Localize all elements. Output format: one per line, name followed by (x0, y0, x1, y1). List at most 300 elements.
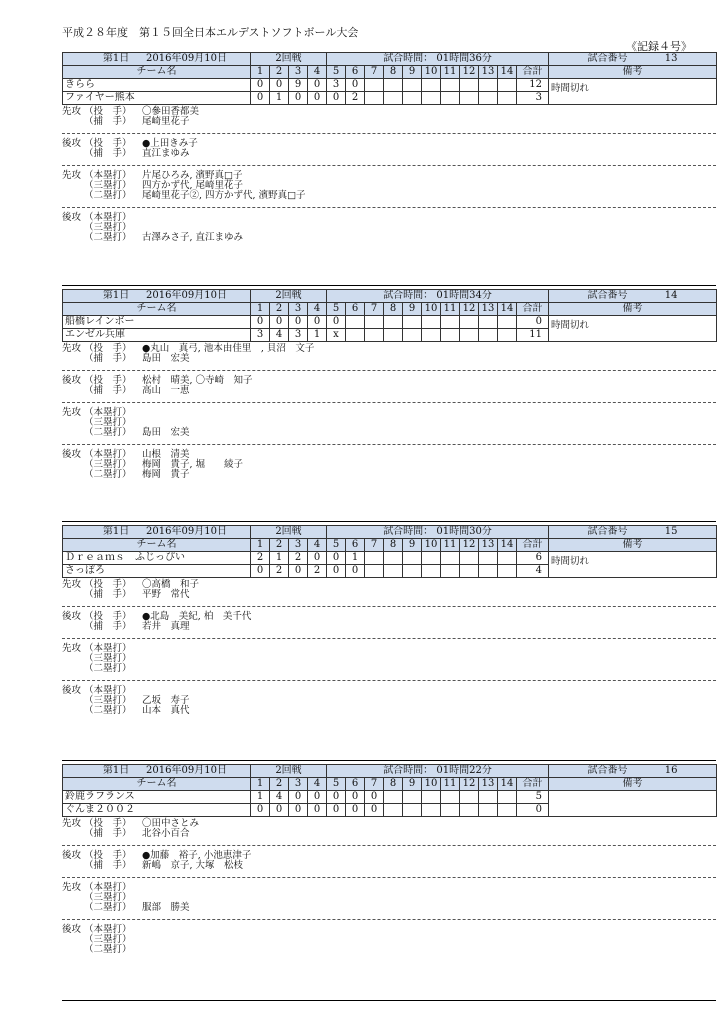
batting-side: 後攻 (62, 611, 82, 622)
batting-side (62, 945, 84, 955)
player-role: （本塁打） (84, 212, 132, 223)
batting-side: 後攻 (62, 924, 82, 935)
batting-side (62, 386, 84, 396)
inning-header: 6 (346, 539, 365, 552)
inning-header: 9 (403, 778, 422, 791)
inning-score (498, 565, 517, 578)
divider (62, 919, 716, 920)
game-no-label: 試合番号 (587, 290, 628, 301)
inning-score (441, 92, 460, 105)
inning-score (403, 552, 422, 565)
player-names (142, 654, 716, 664)
inning-score (460, 552, 479, 565)
inning-score (441, 791, 460, 804)
inning-score: 0 (308, 92, 327, 105)
inning-score (384, 316, 403, 329)
inning-score (460, 804, 479, 817)
player-names (142, 883, 716, 893)
player-role: （三塁打） (84, 459, 132, 470)
game-date: 2016年09月10日 (146, 526, 227, 537)
inning-score: 2 (270, 565, 289, 578)
inning-header: 8 (384, 66, 403, 79)
batting-side (62, 829, 84, 839)
inning-header: 3 (289, 778, 308, 791)
batting-side: 先攻 (62, 579, 82, 590)
inning-header: 2 (270, 303, 289, 316)
batting-side (62, 428, 84, 438)
inning-score (422, 329, 441, 342)
batting-side (62, 223, 84, 233)
inning-score (384, 92, 403, 105)
player-role: （投 手） (84, 343, 132, 354)
inning-score (422, 565, 441, 578)
batting-side: 後攻 (62, 449, 82, 460)
play-time-label: 試合時間： (383, 526, 434, 537)
divider (62, 606, 716, 607)
inning-score: 0 (327, 804, 346, 817)
inning-score (479, 804, 498, 817)
inning-header: 4 (308, 303, 327, 316)
player-role: （二塁打） (84, 232, 132, 243)
inning-score (384, 565, 403, 578)
inning-score: 1 (346, 552, 365, 565)
game-number (549, 765, 717, 778)
inning-header: 7 (365, 539, 384, 552)
team-name-header: チーム名 (63, 778, 251, 791)
inning-score: 3 (327, 79, 346, 92)
team-name: さっぽろ (63, 565, 251, 578)
divider (62, 133, 716, 134)
inning-score: 0 (327, 565, 346, 578)
inning-header: 3 (289, 66, 308, 79)
inning-header: 13 (479, 778, 498, 791)
batting-side (62, 418, 84, 428)
inning-score (460, 92, 479, 105)
divider (62, 165, 716, 166)
inning-score (479, 552, 498, 565)
player-role: （三塁打） (84, 653, 132, 664)
inning-header: 11 (441, 539, 460, 552)
player-names: 平野 常代 (142, 589, 190, 600)
inning-header: 7 (365, 778, 384, 791)
batting-side (62, 354, 84, 364)
inning-score (422, 79, 441, 92)
inning-score: 1 (308, 329, 327, 342)
battery-section (62, 344, 716, 364)
battery-section (62, 819, 716, 839)
inning-score: 0 (346, 791, 365, 804)
inning-score: 0 (270, 316, 289, 329)
player-names: 松村 晴美, 〇寺崎 知子 (142, 375, 253, 386)
play-time-label: 試合時間： (383, 765, 434, 776)
player-names: 山本 真代 (142, 705, 190, 716)
batting-side (62, 460, 84, 470)
player-names (142, 418, 716, 428)
player-names: 島田 宏美 (142, 427, 190, 438)
batting-side (62, 696, 84, 706)
inning-score (384, 79, 403, 92)
game-separator (62, 521, 716, 522)
player-names: 新嶋 京子, 大塚 松枝 (142, 860, 244, 871)
inning-header: 3 (289, 303, 308, 316)
inning-header: 11 (441, 303, 460, 316)
inning-header: 13 (479, 539, 498, 552)
player-role: （投 手） (84, 106, 132, 117)
team-total: 3 (517, 92, 549, 105)
score-table (62, 764, 717, 817)
inning-header: 6 (346, 303, 365, 316)
inning-header: 8 (384, 303, 403, 316)
inning-score: 9 (289, 79, 308, 92)
batting-side (62, 191, 84, 201)
inning-score (479, 565, 498, 578)
inning-score (403, 804, 422, 817)
player-role: （捕 手） (84, 353, 132, 364)
divider (62, 845, 716, 846)
player-names: 山根 清美 (142, 449, 190, 460)
inning-score: 2 (346, 92, 365, 105)
inning-score (346, 329, 365, 342)
inning-score (365, 565, 384, 578)
batting-side: 先攻 (62, 170, 82, 181)
inning-header: 14 (498, 778, 517, 791)
player-role: （三塁打） (84, 222, 132, 233)
game-number (549, 53, 717, 66)
batting-side: 先攻 (62, 818, 82, 829)
inning-score: 2 (308, 565, 327, 578)
inning-header: 10 (422, 539, 441, 552)
player-names: 服部 勝美 (142, 902, 190, 913)
inning-score (422, 316, 441, 329)
player-role: （二塁打） (84, 705, 132, 716)
remarks-header: 備考 (549, 539, 717, 552)
player-names: 片尾ひろみ, 濱野真□子 (142, 170, 243, 181)
batting-side: 後攻 (62, 685, 82, 696)
player-role: （二塁打） (84, 190, 132, 201)
inning-score (498, 92, 517, 105)
inning-score (441, 552, 460, 565)
inning-score (479, 791, 498, 804)
inning-header: 11 (441, 66, 460, 79)
team-total: 5 (517, 791, 549, 804)
player-role: （三塁打） (84, 892, 132, 903)
inning-score: 0 (251, 79, 270, 92)
player-names: 乙坂 寿子 (142, 695, 190, 706)
inning-score (498, 316, 517, 329)
inning-score (384, 552, 403, 565)
game-block (62, 525, 716, 716)
total-header: 合計 (517, 778, 549, 791)
game-block (62, 764, 716, 955)
player-role: （投 手） (84, 375, 132, 386)
inning-header: 13 (479, 303, 498, 316)
player-names: 北谷小百合 (142, 828, 190, 839)
inning-score (460, 565, 479, 578)
inning-score: 0 (289, 316, 308, 329)
inning-score: 0 (308, 804, 327, 817)
battery-section (62, 107, 716, 127)
document-title: 平成２８年度 第１５回全日本エルデストソフトボール大会 (62, 26, 359, 39)
inning-score: 0 (251, 316, 270, 329)
inning-score: 0 (289, 791, 308, 804)
batting-side: 先攻 (62, 343, 82, 354)
inning-header: 2 (270, 539, 289, 552)
inning-score: 0 (251, 804, 270, 817)
batting-side (62, 861, 84, 871)
inning-score: 0 (365, 804, 384, 817)
divider (62, 207, 716, 208)
inning-score (441, 565, 460, 578)
team-total: 0 (517, 316, 549, 329)
player-names: 四方かず代, 尾崎里花子 (142, 180, 244, 191)
batting-side (62, 664, 84, 674)
player-role: （本塁打） (84, 449, 132, 460)
inning-header: 4 (308, 778, 327, 791)
play-time-value: 01時間22分 (436, 765, 492, 776)
batting-side (62, 470, 84, 480)
inning-header: 10 (422, 778, 441, 791)
team-total: 0 (517, 804, 549, 817)
game-round: 2回戦 (251, 765, 327, 778)
inning-header: 14 (498, 539, 517, 552)
divider (62, 402, 716, 403)
meta-day-date (63, 53, 251, 66)
team-name: エンゼル兵庫 (63, 329, 251, 342)
battery-section (62, 580, 716, 600)
inning-score: 4 (270, 791, 289, 804)
inning-score: 0 (308, 552, 327, 565)
inning-header: 9 (403, 539, 422, 552)
team-name-header: チーム名 (63, 539, 251, 552)
inning-score (498, 79, 517, 92)
battery-section (62, 139, 716, 159)
game-time (327, 290, 549, 303)
player-names: 高山 一恵 (142, 385, 190, 396)
inning-header: 9 (403, 66, 422, 79)
inning-score: 0 (308, 79, 327, 92)
inning-header: 12 (460, 303, 479, 316)
player-names (142, 925, 716, 935)
inning-score: 0 (270, 804, 289, 817)
play-time-value: 01時間36分 (436, 53, 492, 64)
inning-score (384, 791, 403, 804)
team-name-header: チーム名 (63, 66, 251, 79)
game-block (62, 52, 716, 243)
player-names (142, 686, 716, 696)
player-role: （投 手） (84, 818, 132, 829)
inning-score (479, 79, 498, 92)
batting-side (62, 622, 84, 632)
play-time-label: 試合時間： (383, 53, 434, 64)
game-remarks: 時間切れ (549, 316, 717, 342)
battery-section (62, 376, 716, 396)
inning-header: 10 (422, 66, 441, 79)
player-role: （本塁打） (84, 170, 132, 181)
inning-score (422, 552, 441, 565)
inning-score: 3 (251, 329, 270, 342)
player-role: （二塁打） (84, 663, 132, 674)
player-role: （投 手） (84, 850, 132, 861)
player-role: （二塁打） (84, 902, 132, 913)
player-role: （本塁打） (84, 882, 132, 893)
batting-side: 後攻 (62, 138, 82, 149)
meta-day-date (63, 765, 251, 778)
player-names (142, 945, 716, 955)
battery-section (62, 612, 716, 632)
game-no-label: 試合番号 (587, 765, 628, 776)
game-remarks (549, 791, 717, 817)
player-role: （二塁打） (84, 944, 132, 955)
inning-header: 6 (346, 66, 365, 79)
inning-score (441, 316, 460, 329)
batting-side (62, 590, 84, 600)
inning-score: 0 (327, 316, 346, 329)
inning-header: 12 (460, 66, 479, 79)
batting-side: 先攻 (62, 882, 82, 893)
batting-side (62, 149, 84, 159)
inning-score: x (327, 329, 346, 342)
game-block (62, 289, 716, 480)
inning-score: 0 (327, 552, 346, 565)
inning-score: 2 (251, 552, 270, 565)
inning-score (365, 316, 384, 329)
batting-side (62, 903, 84, 913)
game-number (549, 290, 717, 303)
inning-header: 12 (460, 539, 479, 552)
remarks-header: 備考 (549, 66, 717, 79)
remarks-header: 備考 (549, 303, 717, 316)
inning-header: 1 (251, 303, 270, 316)
inning-header: 8 (384, 539, 403, 552)
inning-score (479, 92, 498, 105)
inning-header: 14 (498, 66, 517, 79)
meta-day-date (63, 290, 251, 303)
inning-header: 4 (308, 66, 327, 79)
batting-side: 後攻 (62, 212, 82, 223)
batting-side (62, 233, 84, 243)
team-name: 鈴鹿ラフランス (63, 791, 251, 804)
team-total: 12 (517, 79, 549, 92)
team-row (63, 316, 717, 329)
team-name: ファイヤー熊本 (63, 92, 251, 105)
player-names: ●加藤 裕子, 小池恵津子 (142, 850, 252, 861)
player-role: （三塁打） (84, 934, 132, 945)
inning-header: 11 (441, 778, 460, 791)
game-day: 第1日 (102, 290, 130, 301)
inning-score: 0 (270, 79, 289, 92)
hits-section (62, 171, 716, 201)
inning-header: 5 (327, 66, 346, 79)
game-date: 2016年09月10日 (146, 53, 227, 64)
inning-score (479, 316, 498, 329)
inning-score: 0 (251, 92, 270, 105)
player-role: （捕 手） (84, 385, 132, 396)
inning-header: 9 (403, 303, 422, 316)
inning-header: 10 (422, 303, 441, 316)
player-role: （本塁打） (84, 407, 132, 418)
remarks-header: 備考 (549, 778, 717, 791)
inning-score: 0 (308, 791, 327, 804)
divider (62, 680, 716, 681)
inning-score (441, 804, 460, 817)
player-names (142, 644, 716, 654)
batting-side: 後攻 (62, 375, 82, 386)
batting-side (62, 935, 84, 945)
player-role: （捕 手） (84, 828, 132, 839)
inning-score (346, 316, 365, 329)
player-role: （三塁打） (84, 695, 132, 706)
player-role: （本塁打） (84, 643, 132, 654)
player-role: （捕 手） (84, 148, 132, 159)
inning-score (403, 92, 422, 105)
player-names (142, 893, 716, 903)
meta-day-date (63, 526, 251, 539)
inning-header: 8 (384, 778, 403, 791)
inning-score (384, 804, 403, 817)
game-no-label: 試合番号 (587, 53, 628, 64)
game-remarks: 時間切れ (549, 552, 717, 578)
game-remarks: 時間切れ (549, 79, 717, 105)
player-names: 尾崎里花子 (142, 116, 190, 127)
game-date: 2016年09月10日 (146, 290, 227, 301)
score-table (62, 525, 717, 578)
team-total: 6 (517, 552, 549, 565)
player-names: ●北島 美紀, 柏 美千代 (142, 611, 252, 622)
inning-header: 7 (365, 66, 384, 79)
player-names: 直江まゆみ (142, 148, 190, 159)
inning-header: 5 (327, 539, 346, 552)
team-name: 船橋レインボー (63, 316, 251, 329)
inning-score: 3 (289, 329, 308, 342)
inning-header: 1 (251, 539, 270, 552)
game-no-value: 14 (664, 290, 678, 301)
inning-score: 4 (270, 329, 289, 342)
inning-score: 1 (270, 92, 289, 105)
player-names: 尾崎里花子②, 四方かず代, 濱野真□子 (142, 190, 306, 201)
player-role: （投 手） (84, 579, 132, 590)
player-names (142, 935, 716, 945)
inning-score (479, 329, 498, 342)
inning-header: 4 (308, 539, 327, 552)
inning-score (365, 329, 384, 342)
player-names: 〇高橋 和子 (142, 579, 200, 590)
inning-header: 1 (251, 778, 270, 791)
score-table (62, 52, 717, 105)
game-separator (62, 1000, 716, 1001)
inning-score: 0 (289, 565, 308, 578)
inning-score: 0 (289, 804, 308, 817)
team-name: Ｄｒｅａｍｓ ふじっぴい (63, 552, 251, 565)
player-role: （投 手） (84, 611, 132, 622)
divider (62, 638, 716, 639)
batting-side: 後攻 (62, 850, 82, 861)
battery-section (62, 851, 716, 871)
team-name-header: チーム名 (63, 303, 251, 316)
inning-score (498, 329, 517, 342)
player-names (142, 664, 716, 674)
inning-score (498, 804, 517, 817)
player-names: 古澤みさ子, 直江まゆみ (142, 232, 244, 243)
game-day: 第1日 (102, 526, 130, 537)
inning-score: 0 (365, 791, 384, 804)
inning-score: 0 (289, 92, 308, 105)
inning-header: 12 (460, 778, 479, 791)
player-role: （捕 手） (84, 860, 132, 871)
game-date: 2016年09月10日 (146, 765, 227, 776)
inning-header: 7 (365, 303, 384, 316)
player-names (142, 213, 716, 223)
player-role: （投 手） (84, 138, 132, 149)
